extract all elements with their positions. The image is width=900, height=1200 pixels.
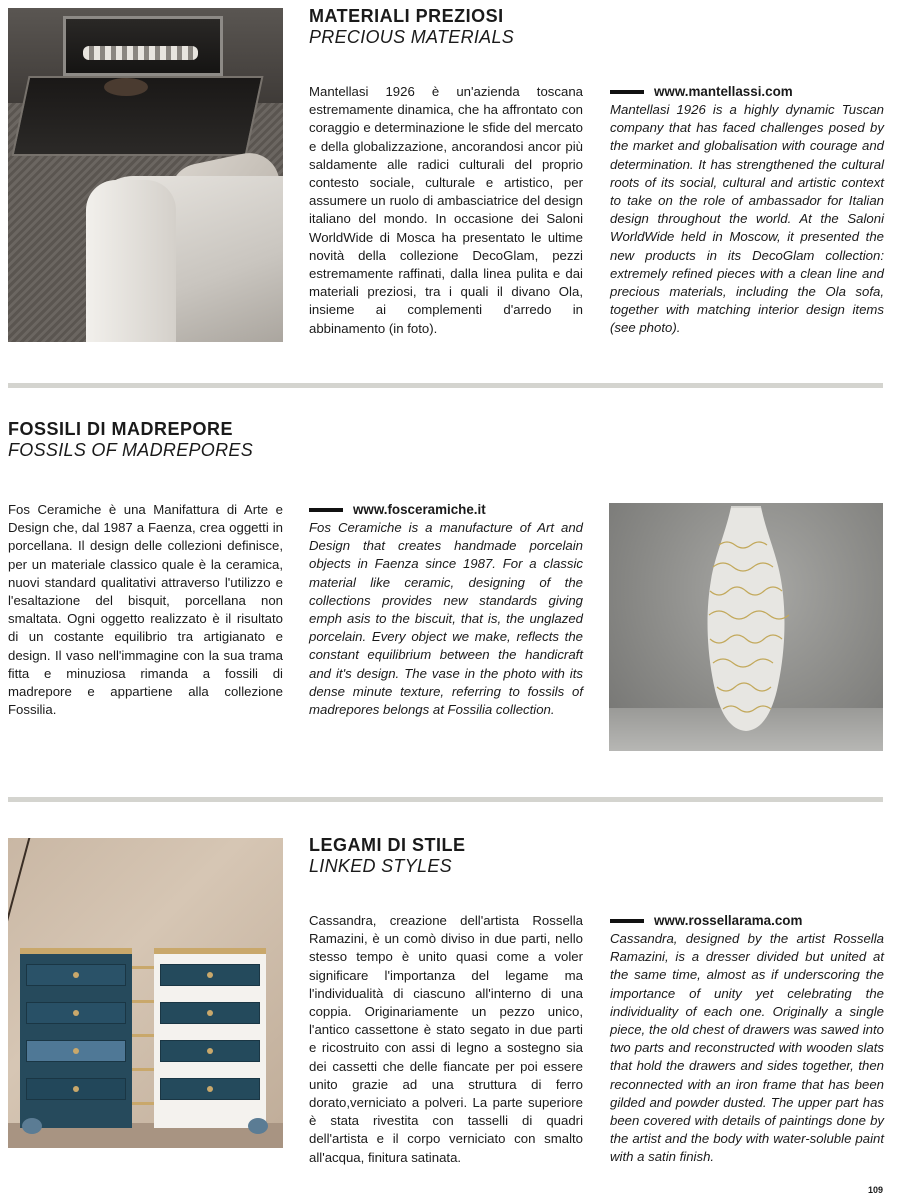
url-fosceramiche[interactable] xyxy=(309,501,486,519)
section-divider xyxy=(8,383,883,388)
url-dash-icon xyxy=(309,508,343,512)
vase-illustration xyxy=(701,505,791,733)
living-room-photo xyxy=(8,8,283,342)
dresser-photo xyxy=(8,838,283,1148)
english-text-mantellassi: Mantellasi 1926 is a highly dynamic Tuscan company that has faced challenges posed by the market and globalisation with courage and determination. It has strengthened the cultural roots of its social, cultural and artistic context to take on the role of ambassador for Italian design throughout the world. At the Saloni WorldWide held in Moscow, it presented the new products in its DecoGlam collection: extremely refined pieces with a clean line and precious materials, including the Ola sofa, together with matching interior design items (see photo). xyxy=(610,102,884,336)
section-subtitle-linked: LINKED STYLES xyxy=(309,856,452,876)
vase-photo xyxy=(609,503,883,751)
url-dash-icon xyxy=(610,90,644,94)
english-text-rossellarama: Cassandra, designed by the artist Rossella Ramazini, is a dresser divided but united at the same time, almost as if underscoring the importance of unity yet celebrating the individuality of each one. Originally a single piece, the old chest of drawers was sawed into two parts and reconstructed with wooden slats that hold the drawers and sides together, then reconnected with an iron frame that has been gilded and powder dusted. The upper part has been covered with details of paintings done by the artist and the body with water-soluble paint with a satin finish. xyxy=(610,931,884,1165)
url-text[interactable]: www.fosceramiche.it xyxy=(353,502,486,517)
url-dash-icon xyxy=(610,919,644,923)
url-mantellassi[interactable] xyxy=(610,83,793,101)
italian-text-mantellassi: Mantellasi 1926 è un'azienda toscana estremamente dinamica, che ha affrontato con coraggio e determinazione le sfide del mercato e della globalizzazione, ancorandosi ancor più saldamente alle radici culturali del proprio contesto sociale, culturale e artistico, per assumere un ruolo di ambasciatrice del design italiano del mondo. In occasione dei Saloni WorldWide di Mosca ha presentato le ultime novità della collezione DecoGlam, pezzi estremamente raffinati, dalla linea pulita e dai materiali preziosi, tra i quali il divano Ola, insieme ai complementi d'arredo in abbinamento (in foto). xyxy=(309,84,583,336)
section-subtitle-precious: PRECIOUS MATERIALS xyxy=(309,27,515,47)
url-text[interactable]: www.rossellarama.com xyxy=(654,913,803,928)
section-title-materiali: MATERIALI PREZIOSI xyxy=(309,6,504,26)
section-divider xyxy=(8,797,883,802)
section-subtitle-fossils: FOSSILS OF MADREPORES xyxy=(8,440,254,460)
italian-text-fosceramiche: Fos Ceramiche è una Manifattura di Arte e Design che, dal 1987 a Faenza, crea oggetti in porcellana. Il design delle collezioni definisce, per un materiale classico quale è la ceramica, nuovi standard qualitativi attraverso l'utilizzo e l'esaltazione del bisquit, porcellana non smaltata. Ogni oggetto realizzato è il risultato di un costante equilibrio tra artigianato e design. Il vaso nell'immagine con la sua trama fitta e minuziosa rimanda a fossili di madrepore e appartiene alla collezione Fossilia. xyxy=(8,502,283,718)
url-rossellarama[interactable] xyxy=(610,912,802,930)
url-text[interactable]: www.mantellassi.com xyxy=(654,84,793,99)
section-title-fossili: FOSSILI DI MADREPORE xyxy=(8,419,234,439)
english-text-fosceramiche: Fos Ceramiche is a manufacture of Art and Design that creates handmade porcelain objects in Faenza since 1987. For a classic material like ceramic, designing of the collections provides new standards giving emph asis to the biscuit, that is, the unglazed porcelain. Every object we make, reflects the constant equilibrium between the handicraft and it's design. The vase in the photo with its dense minute texture, referring to fossils of madrepores belongs at Fossilia collection. xyxy=(309,520,583,718)
section-title-legami: LEGAMI DI STILE xyxy=(309,835,466,855)
page-number: 109 xyxy=(867,1185,883,1195)
italian-text-rossellarama: Cassandra, creazione dell'artista Rossella Ramazini, è un comò diviso in due parti, nello stesso tempo è unito quasi come a voler significare l'importanza del legame ma l'individualità di ciascuno all'interno di una coppia. Originariamente un pezzo unico, l'antico cassettone è stato segato in due parti e ricostruito con assi di legno a sostegno sia dei cassetti che delle fiancate per poi essere unito grazie ad una struttura di ferro dorato,verniciato a polveri. La parte superiore è stata rivestita con tasselli di quadri dell'artista e il corpo verniciato con smalto all'acqua, finitura satinata. xyxy=(309,913,583,1165)
